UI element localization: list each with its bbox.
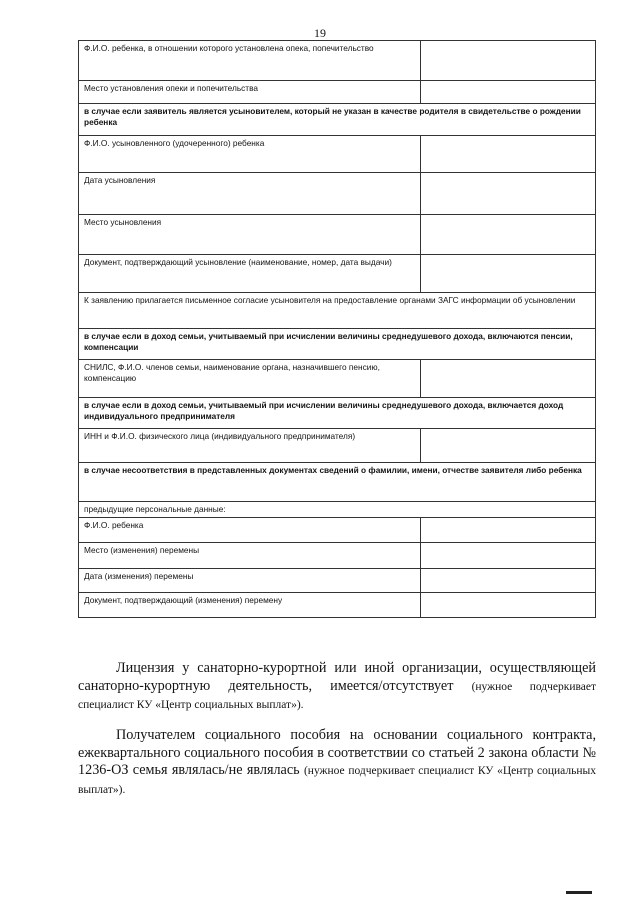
form-row <box>79 463 596 502</box>
field-value-cell[interactable] <box>421 360 596 398</box>
field-value-cell[interactable] <box>421 173 596 215</box>
form-row <box>79 593 596 618</box>
field-label: Ф.И.О. ребенка, в отношении которого установлена опека, попечительство <box>79 41 421 81</box>
scan-corner-mark <box>566 891 592 894</box>
form-row <box>79 255 596 293</box>
form-table <box>78 40 596 618</box>
form-row <box>79 136 596 173</box>
page-number: 19 <box>314 26 326 40</box>
field-label: Документ, подтверждающий усыновление (наименование, номер, дата выдачи) <box>79 255 421 293</box>
form-row <box>79 360 596 398</box>
field-label: Место (изменения) перемены <box>79 543 421 569</box>
field-label: Документ, подтверждающий (изменения) перемену <box>79 593 421 618</box>
field-value-cell[interactable] <box>421 569 596 593</box>
form-row <box>79 398 596 429</box>
field-label: Место усыновления <box>79 215 421 255</box>
form-row <box>79 518 596 543</box>
form-row <box>79 569 596 593</box>
full-width-note: К заявлению прилагается письменное согласие усыновителя на предоставление органами ЗАГС информации об усыновлении <box>79 293 596 329</box>
section-header: в случае если в доход семьи, учитываемый при исчислении величины среднедушевого дохода, включается доход индивидуального предпринимателя <box>79 398 596 429</box>
form-row <box>79 41 596 81</box>
form-row <box>79 215 596 255</box>
field-label: Место установления опеки и попечительства <box>79 81 421 104</box>
field-value-cell[interactable] <box>421 81 596 104</box>
form-row <box>79 81 596 104</box>
field-label: СНИЛС, Ф.И.О. членов семьи, наименование органа, назначившего пенсию, компенсацию <box>79 360 421 398</box>
field-label: ИНН и Ф.И.О. физического лица (индивидуального предпринимателя) <box>79 429 421 463</box>
field-value-cell[interactable] <box>421 543 596 569</box>
form-row <box>79 329 596 360</box>
license-note: (нужное подчеркивает специалист КУ «Центр социальных выплат»). <box>78 680 597 711</box>
field-value-cell[interactable] <box>421 41 596 81</box>
section-header: в случае если в доход семьи, учитываемый при исчислении величины среднедушевого дохода, включаются пенсии, компенсации <box>79 329 596 360</box>
field-label: Дата усыновления <box>79 173 421 215</box>
form-row <box>79 502 596 518</box>
license-text: Лицензия у санаторно-курортной или иной организации, осуществляющей санаторно-курортную деятельность, имеется/отсутствует <box>78 660 596 694</box>
field-value-cell[interactable] <box>421 215 596 255</box>
form-row <box>79 104 596 136</box>
social-benefit-note: (нужное подчеркивает специалист КУ «Центр социальных выплат»). <box>78 765 596 796</box>
social-benefit-text: Получателем социального пособия на основании социального контракта, ежеквартального социального пособия в соответствии со статьей 2 закона области № 1236-ОЗ семья являлась/не являлась <box>78 727 596 778</box>
field-label: Ф.И.О. ребенка <box>79 518 421 543</box>
form-row <box>79 173 596 215</box>
field-value-cell[interactable] <box>421 255 596 293</box>
form-row <box>79 293 596 329</box>
field-label: Ф.И.О. усыновленного (удочеренного) ребенка <box>79 136 421 173</box>
license-paragraph <box>78 660 596 715</box>
field-value-cell[interactable] <box>421 518 596 543</box>
form-row <box>79 429 596 463</box>
form-row <box>79 543 596 569</box>
field-value-cell[interactable] <box>421 429 596 463</box>
field-value-cell[interactable] <box>421 136 596 173</box>
social-benefit-paragraph <box>78 727 596 799</box>
field-label: Дата (изменения) перемены <box>79 569 421 593</box>
form-table-body <box>79 41 596 618</box>
section-header: в случае несоответствия в представленных документах сведений о фамилии, имени, отчестве заявителя либо ребенка <box>79 463 596 502</box>
full-width-note: предыдущие персональные данные: <box>79 502 596 518</box>
section-header: в случае если заявитель является усыновителем, который не указан в качестве родителя в свидетельстве о рождении ребенка <box>79 104 596 136</box>
field-value-cell[interactable] <box>421 593 596 618</box>
